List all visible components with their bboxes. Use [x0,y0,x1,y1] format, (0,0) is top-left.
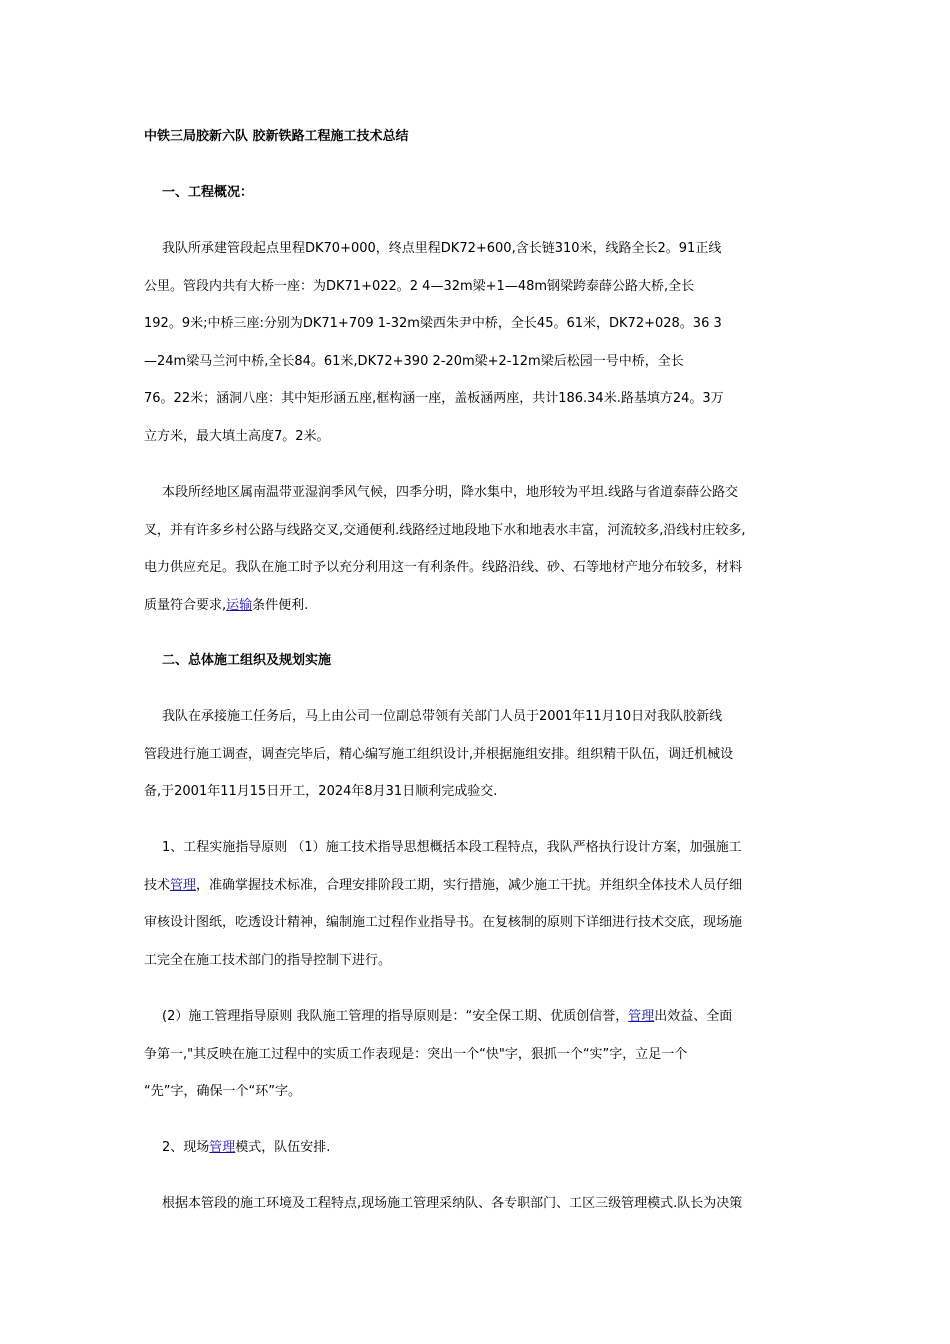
text-span: 出效益、全面 [654,1009,733,1024]
text-span: ，准确掌握技术标准，合理安排阶段工期，实行措施，减少施工干扰。并组织全体技术人员仔细 [196,877,743,893]
paragraph-line: 备,于2001年11月15日开工，2024年8月31日顺利完成验交. [144,784,498,799]
text-span: 2、现场 [162,1140,210,1155]
section-2-heading: 二、总体施工组织及规划实施 [162,653,332,668]
section-1-heading: 一、工程概况： [162,185,254,200]
paragraph-line: —24m梁马兰河中桥,全长84。61米,DK72+390 2-20m梁+2-12m梁后松园一号中桥，全长 [144,353,684,369]
paragraph-line: 电力供应充足。我队在施工时予以充分利用这一有利条件。线路沿线、砂、石等地材产地分布较多，材料 [144,560,743,575]
paragraph-line: 我队在承接施工任务后，马上由公司一位副总带领有关部门人员于2001年11月10日对我队胶新线 [162,709,723,724]
management-link[interactable]: 管理 [628,1009,655,1024]
paragraph-line: 192。9米;中桥三座:分别为DK71+709 1-32m梁西朱尹中桥，全长45。61米，DK72+028。36 3 [144,316,722,331]
paragraph-line: 管段进行施工调查，调查完毕后，精心编写施工组织设计,并根据施组安排。组织精干队伍，调迁机械设 [144,746,734,762]
paragraph-line: 立方米，最大填土高度7。2米。 [144,428,330,444]
text-span: 技术 [144,877,171,893]
paragraph-line: 76。22米；涵洞八座：其中矩形涵五座,框构涵一座，盖板涵两座，共计186.34米.路基填方24。3万 [144,391,724,406]
paragraph-line [144,998,816,1036]
paragraph-line: 根据本管段的施工环境及工程特点,现场施工管理采纳队、各专职部门、工区三级管理模式.队长为决策 [162,1196,743,1211]
management-link[interactable]: 管理 [170,877,197,893]
section-2-paragraph-4 [144,1129,816,1167]
text-span: (2）施工管理指导原则 我队施工管理的指导原则是：“安全保工期、优质创信誉， [162,1009,629,1024]
section-1-paragraph-1 [144,230,816,455]
paragraph-line: 争第一,"其反映在施工过程中的实质工作表现是：突出一个“快"字，狠抓一个“实”字，立足一个 [144,1046,688,1062]
text-span: 质量符合要求, [144,597,227,613]
document-title: 中铁三局胶新六队 胶新铁路工程施工技术总结 [144,129,409,144]
paragraph-line: 本段所经地区属南温带亚湿润季风气候，四季分明，降水集中，地形较为平坦.线路与省道泰薛公路交 [162,485,739,500]
paragraph-line [144,1129,816,1167]
transport-link[interactable]: 运输 [226,597,253,613]
section-1-paragraph-2 [144,474,816,624]
paragraph-line: 我队所承建管段起点里程DK70+000，终点里程DK72+600,含长链310米，线路全长2。91正线 [162,241,722,256]
paragraph-line [144,587,816,625]
paragraph-line: “先”字，确保一个“环”字。 [144,1084,301,1099]
paragraph-line: 1、工程实施指导原则 （1）施工技术指导思想概括本段工程特点，我队严格执行设计方案，加强施工 [162,840,742,855]
section-2-paragraph-3 [144,998,816,1111]
text-span: 条件便利. [252,597,309,613]
section-2-paragraph-2 [144,829,816,979]
section-2-paragraph-1 [144,698,816,811]
paragraph-line: 审核设计图纸，吃透设计精神，编制施工过程作业指导书。在复核制的原则下详细进行技术交底，现场施 [144,915,743,930]
paragraph-line: 叉，并有许多乡村公路与线路交叉,交通便利.线路经过地段地下水和地表水丰富，河流较多,沿线村庄较多, [144,522,746,538]
section-2-paragraph-5 [144,1185,816,1223]
paragraph-line [144,867,816,905]
text-span: 模式，队伍安排. [235,1140,331,1155]
paragraph-line: 工完全在施工技术部门的指导控制下进行。 [144,952,392,968]
management-link[interactable]: 管理 [209,1140,236,1155]
paragraph-line: 公里。管段内共有大桥一座：为DK71+022。2 4—32m梁+1—48m钢梁跨泰薛公路大桥,全长 [144,278,695,294]
